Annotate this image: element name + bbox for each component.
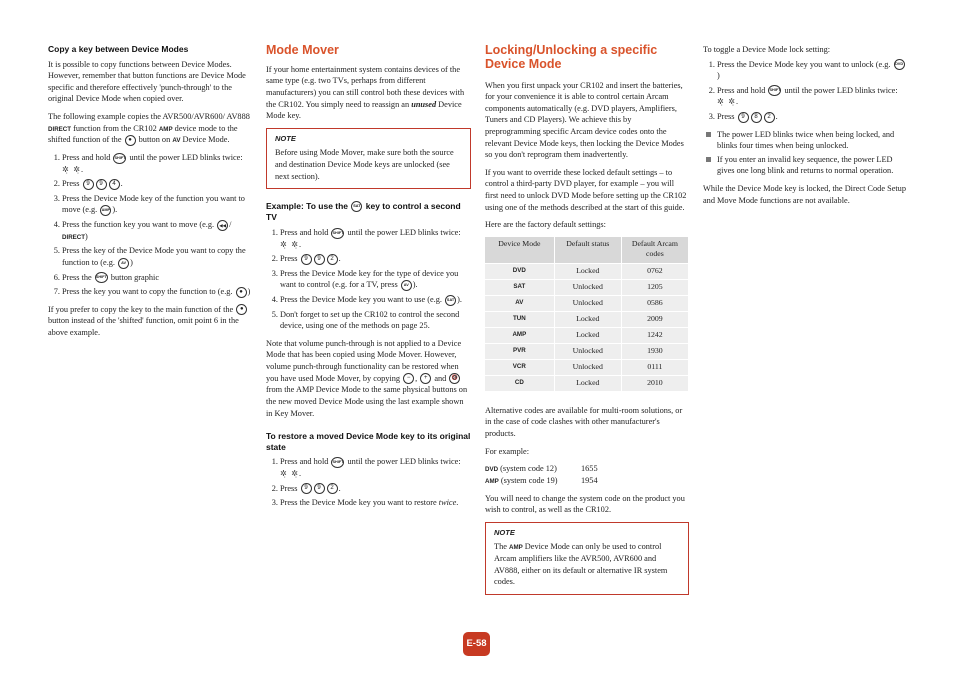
digit-9-key-icon: 9 [314,483,325,494]
digit-2-key-icon: 2 [764,112,775,123]
col-header-device-mode: Device Mode [485,237,554,264]
mover-step-3: 3. Press the Device Mode key for the type of device you want to control (e.g. for a TV, press AV ). [280,268,471,291]
copy-intro: It is possible to copy functions between Device Modes. However, remember that button functions are Device Mode specific and therefore effectively 'punch-through' to the original Device Mode when copied over. [48,59,246,104]
mover-step-5: 5. Don't forget to set up the CR102 to control the second device, using one of the methods on page 25. [280,309,471,332]
copy-step-4: 4. Press the function key you want to move (e.g. ◀◀ / DIRECT) [62,219,251,242]
locking-p4: Alternative codes are available for multi-room solutions, or in the case of code clashes with other manufacturer's products. [485,405,683,439]
mode-mover-title: Mode Mover [266,43,339,57]
list-item: If you enter an invalid key sequence, the power LED gives one long blink and returns to normal operation. [717,154,908,177]
toggle-step-2: 2. Press and hold SHIFT until the power LED blinks twice: ✲̣ ✲̣. [717,85,908,108]
led-blink-icon: ✲̣ ✲̣ [280,469,299,478]
led-blink-icon: ✲̣ ✲̣ [717,97,736,107]
volume-punch-text: Note that volume punch-through is not applied to a Device Mode that has been copied using Mode Mover. However, volume punch-through functionality can be restored when you have used Mode Mover, by copying − , + and 🔇 from the AMP Device Mode to the same physical buttons on the new moved Device Mode using the last example shown in Key Mover. [266,338,468,418]
factory-defaults-table [485,237,689,391]
restore-step-3: 3. Press the Device Mode key you want to restore twice. [280,497,471,509]
locking-p2: If you want to override these locked default settings – to control a third-party DVD player, for example – you will first need to unlock DVD Mode before setting up the CR102 using one of the methods described at the start of this guide. [485,167,687,212]
toggle-locked-text: While the Device Mode key is locked, the Direct Code Setup and Move Mode functions are not available. [703,184,906,205]
shift-key-icon: SHIFT [95,272,108,283]
dvd-key-icon: DVD [894,59,905,70]
mover-steps [266,227,471,332]
av-key-icon: AV [118,258,129,269]
page-number: E-58 [463,632,490,656]
amp-key-icon: AMP [100,205,111,216]
copy-heading: Copy a key between Device Modes [48,44,189,54]
sat-key-icon: SAT [445,295,456,306]
copy-step-6: 6. Press the SHIFT button graphic [62,272,251,284]
mode-mover-note [266,128,471,189]
table-row: DVD Locked 0762 [485,263,689,279]
example-heading: Example: To use the SAT key to control a second TV [266,201,461,223]
note-label: NOTE [275,133,296,143]
column-mode-mover [266,44,471,515]
digit-9-key-icon: 9 [96,179,107,190]
table-row: CD Locked 2010 [485,375,689,391]
col-header-default-codes: Default Arcam codes [621,237,688,264]
dot-key-icon: ● [236,287,247,298]
dot-key-icon: ● [125,135,136,146]
volume-down-icon: − [403,373,414,384]
dot-key-icon: ● [236,304,247,315]
table-row: SAT Unlocked 1205 [485,279,689,295]
list-item: The power LED blinks twice when being locked, and blinks four times when being unlocked. [717,129,908,152]
digit-9-key-icon: 9 [314,254,325,265]
digit-9-key-icon: 9 [738,112,749,123]
mode-mover-intro: If your home entertainment system contains devices of the same type (e.g. two TVs, perhaps from different manufacturers) you can still control both these devices with the CR102. You simply need to reassign an unused Device Mode key. [266,64,465,121]
locking-p5: For example: [485,446,530,456]
mover-step-1: 1. Press and hold SHIFT until the power LED blinks twice: ✲̣ ✲̣. [280,227,471,250]
locking-title: Locking/Unlocking a specific Device Mode [485,43,658,71]
system-code-row-amp: AMP (system code 19) 1954 [485,475,598,485]
mover-step-4: 4. Press the Device Mode key you want to use (e.g. SAT ). [280,294,471,306]
digit-2-key-icon: 2 [327,483,338,494]
digit-2-key-icon: 2 [327,254,338,265]
toggle-step-1: 1. Press the Device Mode key you want to unlock (e.g. DVD) [717,59,908,82]
copy-example-text: The following example copies the AVR500/AVR600/ AV888 DIRECT function from the CR102 AMP device mode to the shifted function of the ● button on AV Device Mode. [48,112,250,145]
digit-4-key-icon: 4 [109,179,120,190]
table-row: AV Unlocked 0586 [485,295,689,311]
restore-heading: To restore a moved Device Mode key to its original state [266,431,471,452]
digit-9-key-icon: 9 [83,179,94,190]
toggle-steps [703,59,908,123]
column-toggle [703,44,908,212]
copy-step-1: 1. Press and hold SHIFT until the power LED blinks twice: ✲̣ ✲̣. [62,152,251,175]
table-row: VCR Unlocked 0111 [485,359,689,375]
digit-8-key-icon: 8 [751,112,762,123]
copy-step-3: 3. Press the Device Mode key of the function you want to move (e.g. AMP ). [62,193,251,216]
shift-key-icon: SHIFT [768,85,781,96]
locking-p3: Here are the factory default settings: [485,220,606,230]
toggle-intro: To toggle a Device Mode lock setting: [703,45,831,54]
sat-key-icon: SAT [351,201,362,212]
toggle-step-3: 3. Press 9 8 2 . [717,111,908,123]
table-header-row [485,237,689,264]
av-key-icon: AV [401,280,412,291]
copy-step-5: 5. Press the key of the Device Mode you want to copy the function to (e.g. AV ) [62,245,251,268]
restore-step-2: 2. Press 9 9 2 . [280,483,471,495]
digit-9-key-icon: 9 [301,483,312,494]
restore-steps [266,456,471,508]
note-label: NOTE [494,527,515,537]
table-row: TUN Locked 2009 [485,311,689,327]
column-copy-key [48,44,251,345]
copy-step-7: 7. Press the key you want to copy the function to (e.g. ● ) [62,286,251,298]
digit-9-key-icon: 9 [301,254,312,265]
copy-alt-text: If you prefer to copy the key to the main function of the ● button instead of the 'shifted' function, omit point 6 in the above example. [48,304,251,339]
table-row: AMP Locked 1242 [485,327,689,343]
led-blink-icon: ✲̣ ✲̣ [280,239,299,249]
toggle-notes [703,129,908,177]
restore-step-1: 1. Press and hold SHIFT until the power LED blinks twice: ✲̣ ✲̣. [280,456,471,479]
shift-key-icon: SHIFT [331,228,344,239]
system-code-row-dvd: DVD (system code 12) 1655 [485,464,598,474]
mute-icon: 🔇 [449,373,460,384]
locking-p6: You will need to change the system code on the product you wish to control, as well as the CR102. [485,493,685,515]
note-text: The AMP Device Mode can only be used to control Arcam amplifiers like the AVR500, AVR600 and AV888, either on its default or alternative IR system codes. [494,542,668,587]
copy-steps [48,152,251,298]
mover-step-2: 2. Press 9 9 2 . [280,253,471,265]
col-header-default-status: Default status [554,237,621,264]
rewind-key-icon: ◀◀ [217,220,228,231]
volume-up-icon: + [420,373,431,384]
table-row: PVR Unlocked 1930 [485,343,689,359]
locking-note [485,522,689,595]
shift-key-icon: SHIFT [331,457,344,468]
copy-step-2: 2. Press 9 9 4 . [62,178,251,190]
note-text: Before using Mode Mover, make sure both the source and destination Device Mode keys are unlocked (see next section). [275,148,454,181]
shift-key-icon: SHIFT [113,153,126,164]
led-blink-icon: ✲̣ ✲̣ [62,164,81,174]
locking-p1: When you first unpack your CR102 and insert the batteries, for your convenience it is able to control certain Arcam components automatically (e.g. DVD players, Amplifiers, Tuners and CD Players). We achieve this by preprogramming specific Arcam device codes onto the relevant Device Mode keys, then locking the Device Modes so you don't reprogram them inadvertently. [485,80,684,160]
column-locking [485,44,689,605]
